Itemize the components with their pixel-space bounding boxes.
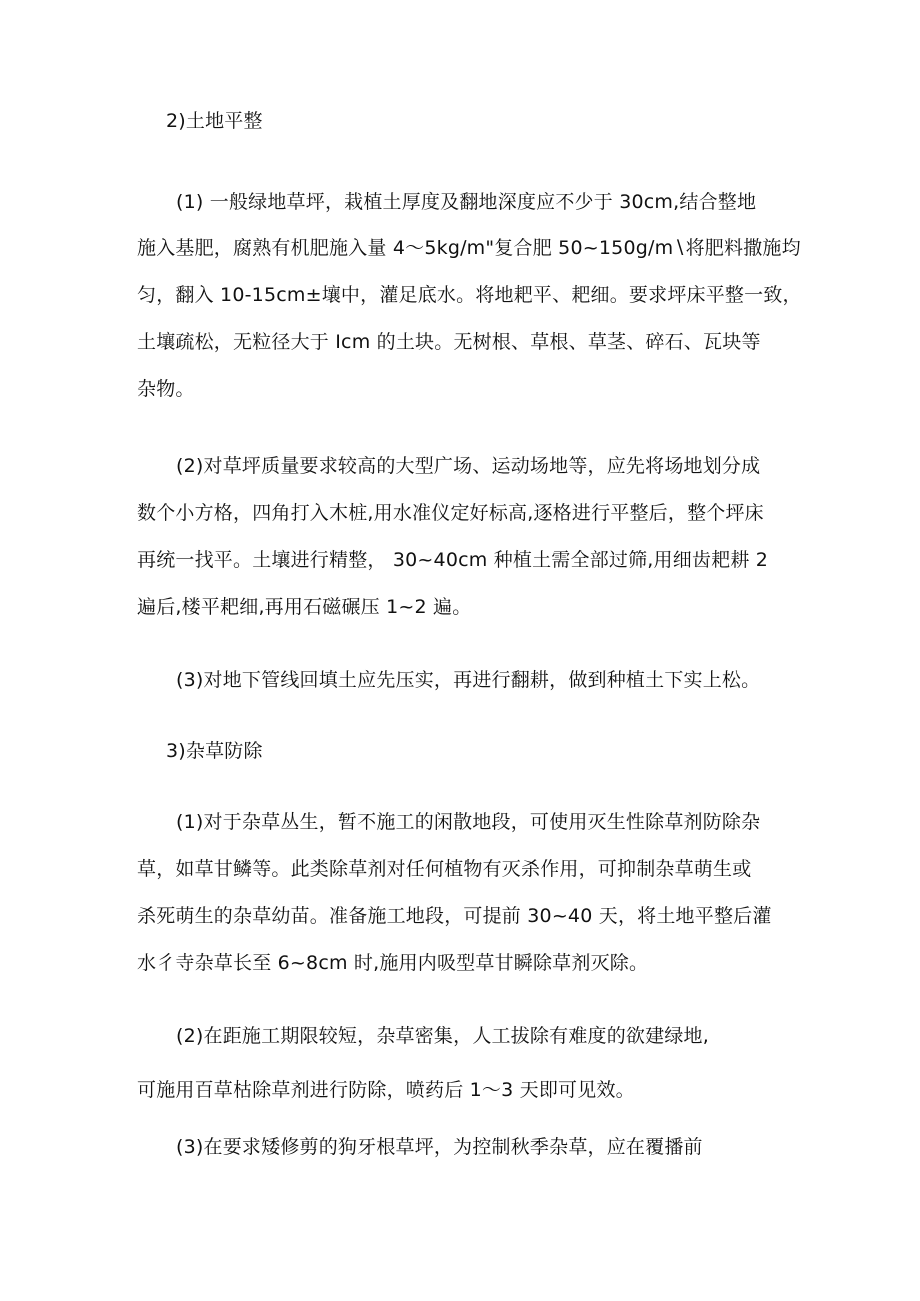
- paragraph-line: 杂物。: [137, 378, 195, 400]
- paragraph-line: 施入基肥，腐熟有机肥施入量 4～5kg∕m"复合肥 50~150g∕m∖将肥料撒施均: [137, 237, 801, 259]
- paragraph-line: (1) 一般绿地草坪，栽植土厚度及翻地深度应不少于 30cm,结合整地: [176, 191, 757, 213]
- paragraph-line: 再统一找平。土壤进行精整， 30~40cm 种植土需全部过筛,用细齿耙耕 2: [137, 549, 769, 571]
- section-heading: 2)土地平整: [166, 110, 263, 132]
- paragraph-line: 数个小方格，四角打入木桩,用水准仪定好标高,逐格进行平整后，整个坪床: [137, 502, 764, 524]
- paragraph-line: (1)对于杂草丛生，暂不施工的闲散地段，可使用灭生性除草剂防除杂: [176, 811, 761, 833]
- paragraph-line: 土壤疏松，无粒径大于 Icm 的土块。无树根、草根、草茎、碎石、瓦块等: [137, 331, 761, 353]
- paragraph-line: (2)对草坪质量要求较高的大型广场、运动场地等，应先将场地划分成: [176, 455, 761, 477]
- paragraph-line: 匀，翻入 10-15cm±壤中，灌足底水。将地耙平、耙细。要求坪床平整一致，: [137, 284, 802, 306]
- paragraph-line: (2)在距施工期限较短，杂草密集，人工拔除有难度的欲建绿地,: [176, 1025, 709, 1047]
- paragraph-line: (3)在要求矮修剪的狗牙根草坪，为控制秋季杂草，应在覆播前: [176, 1136, 703, 1158]
- paragraph-line: 水彳寺杂草长至 6~8cm 时,施用内吸型草甘瞬除草剂灭除。: [137, 952, 649, 974]
- paragraph-line: (3)对地下管线回填土应先压实，再进行翻耕，做到种植土下实上松。: [176, 669, 761, 691]
- section-heading: 3)杂草防除: [166, 740, 263, 762]
- paragraph-line: 草，如草甘鳞等。此类除草剂对任何植物有灭杀作用，可抑制杂草萌生或: [137, 858, 752, 880]
- paragraph-line: 遍后,楼平耙细,再用石磁碾压 1~2 遍。: [137, 596, 472, 618]
- paragraph-line: 可施用百草枯除草剂进行防除，喷药后 1～3 天即可见效。: [137, 1079, 635, 1101]
- paragraph-line: 杀死萌生的杂草幼苗。准备施工地段，可提前 30~40 天，将土地平整后灌: [137, 905, 772, 927]
